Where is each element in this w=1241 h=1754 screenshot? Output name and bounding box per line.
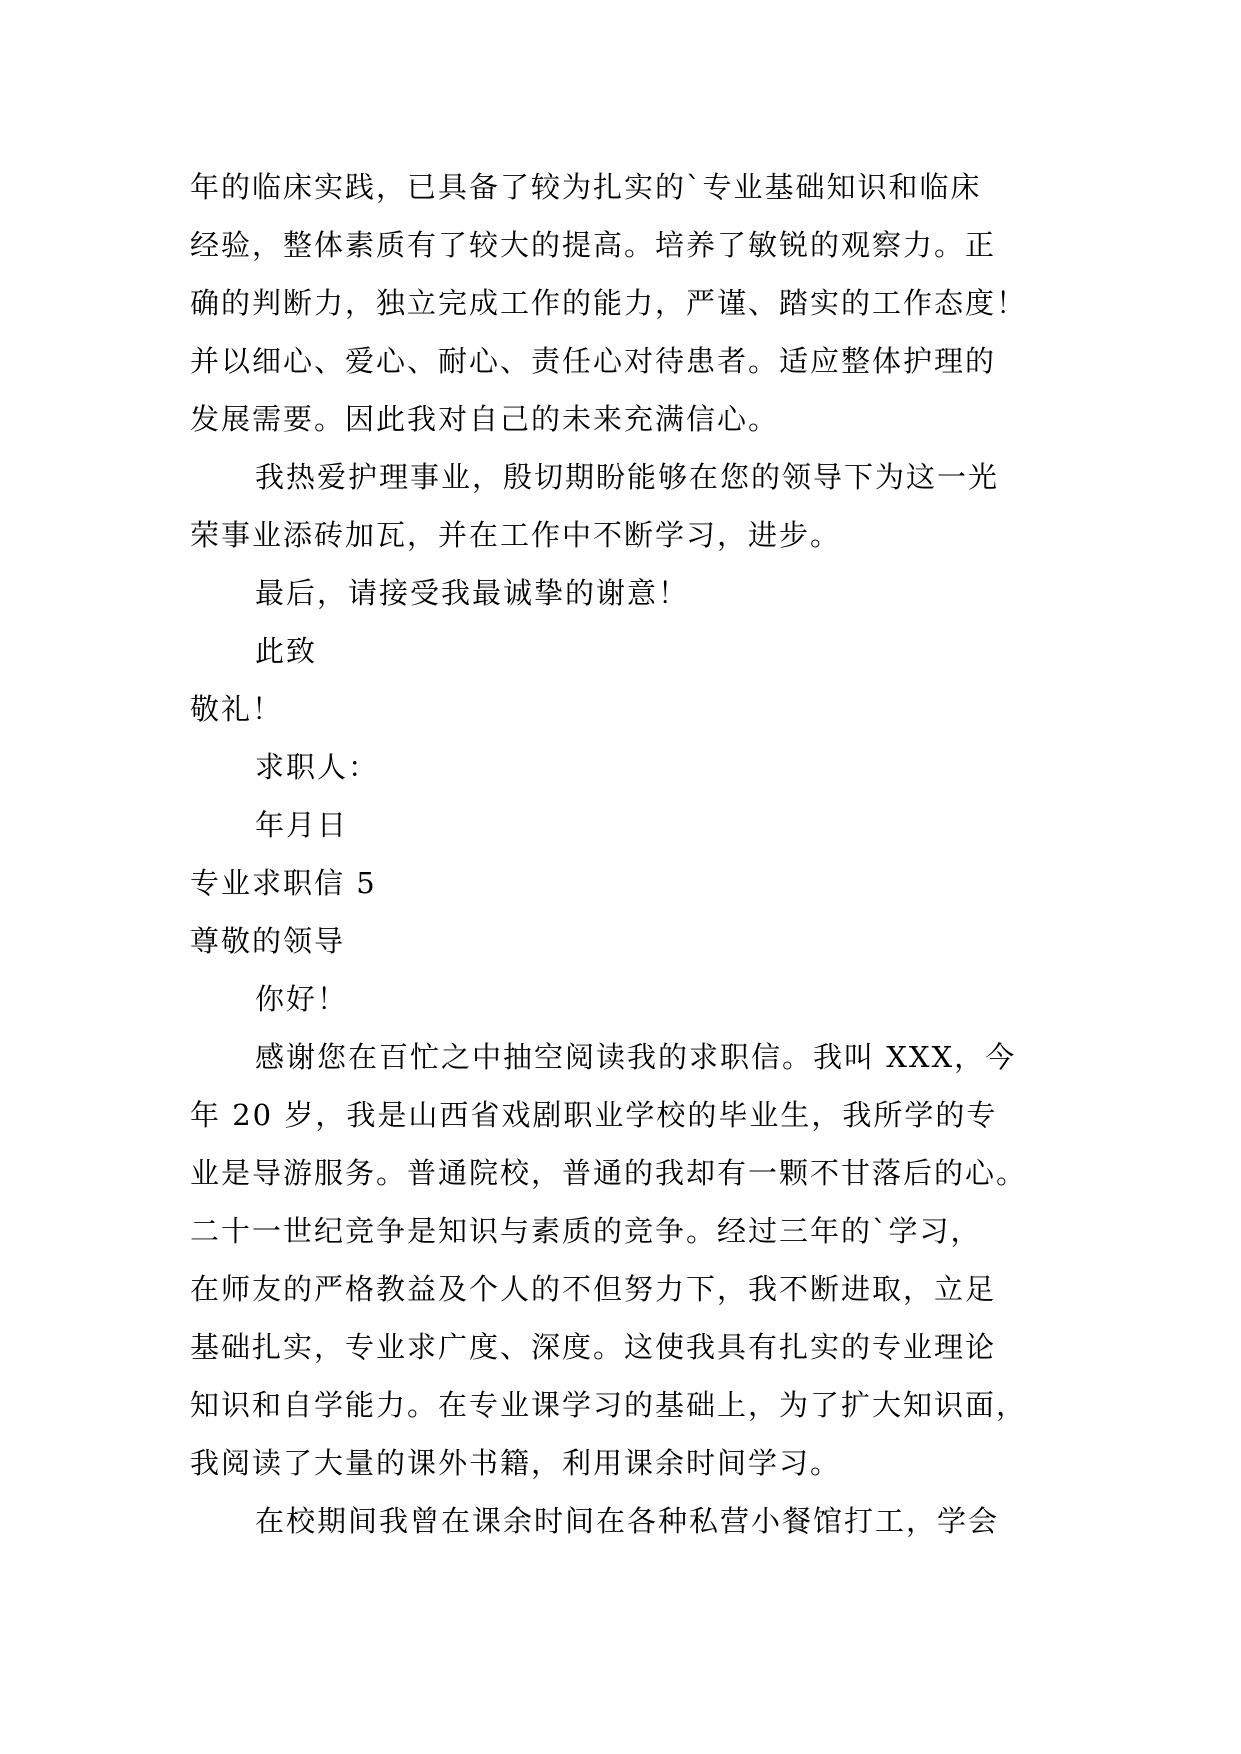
text-line: 基础扎实，专业求广度、深度。这使我具有扎实的专业理论 [190, 1330, 997, 1364]
document-body [190, 158, 1050, 1550]
text-line: 年的临床实践，已具备了较为扎实的`专业基础知识和临床 [190, 170, 982, 204]
text-line: 年 20 岁，我是山西省戏剧职业学校的毕业生，我所学的专 [190, 1098, 998, 1132]
text-line: 我阅读了大量的课外书籍，利用课余时间学习。 [190, 1446, 842, 1480]
greeting-hello: 你好！ [255, 982, 349, 1016]
text-line: 知识和自学能力。在专业课学习的基础上，为了扩大知识面， [190, 1388, 1028, 1422]
salutation-jingli: 敬礼！ [190, 692, 284, 726]
section-title: 专业求职信 5 [190, 866, 377, 900]
text-line: 在师友的严格教益及个人的不但努力下，我不断进取，立足 [190, 1272, 997, 1306]
signature-applicant: 求职人： [255, 750, 380, 784]
text-line: 业是导游服务。普通院校，普通的我却有一颗不甘落后的心。 [190, 1156, 1028, 1190]
text-line: 二十一世纪竞争是知识与素质的竞争。经过三年的`学习， [190, 1214, 982, 1248]
text-line: 发展需要。因此我对自己的未来充满信心。 [190, 402, 780, 436]
closing-thanks-line: 最后，请接受我最诚挚的谢意！ [255, 576, 690, 610]
greeting-recipient: 尊敬的领导 [190, 924, 346, 958]
paragraph-start-line: 感谢您在百忙之中抽空阅读我的求职信。我叫 XXX，今 [255, 1040, 1017, 1074]
paragraph-start-line: 在校期间我曾在课余时间在各种私营小餐馆打工，学会 [255, 1504, 1000, 1538]
text-line: 经验，整体素质有了较大的提高。培养了敏锐的观察力。正 [190, 228, 997, 262]
salutation-cizhi: 此致 [255, 634, 318, 668]
text-line: 确的判断力，独立完成工作的能力，严谨、踏实的工作态度！ [190, 286, 1028, 320]
text-line: 荣事业添砖加瓦，并在工作中不断学习，进步。 [190, 518, 842, 552]
signature-date: 年月日 [255, 808, 349, 842]
paragraph-start-line: 我热爱护理事业，殷切期盼能够在您的领导下为这一光 [255, 460, 1000, 494]
text-line: 并以细心、爱心、耐心、责任心对待患者。适应整体护理的 [190, 344, 997, 378]
